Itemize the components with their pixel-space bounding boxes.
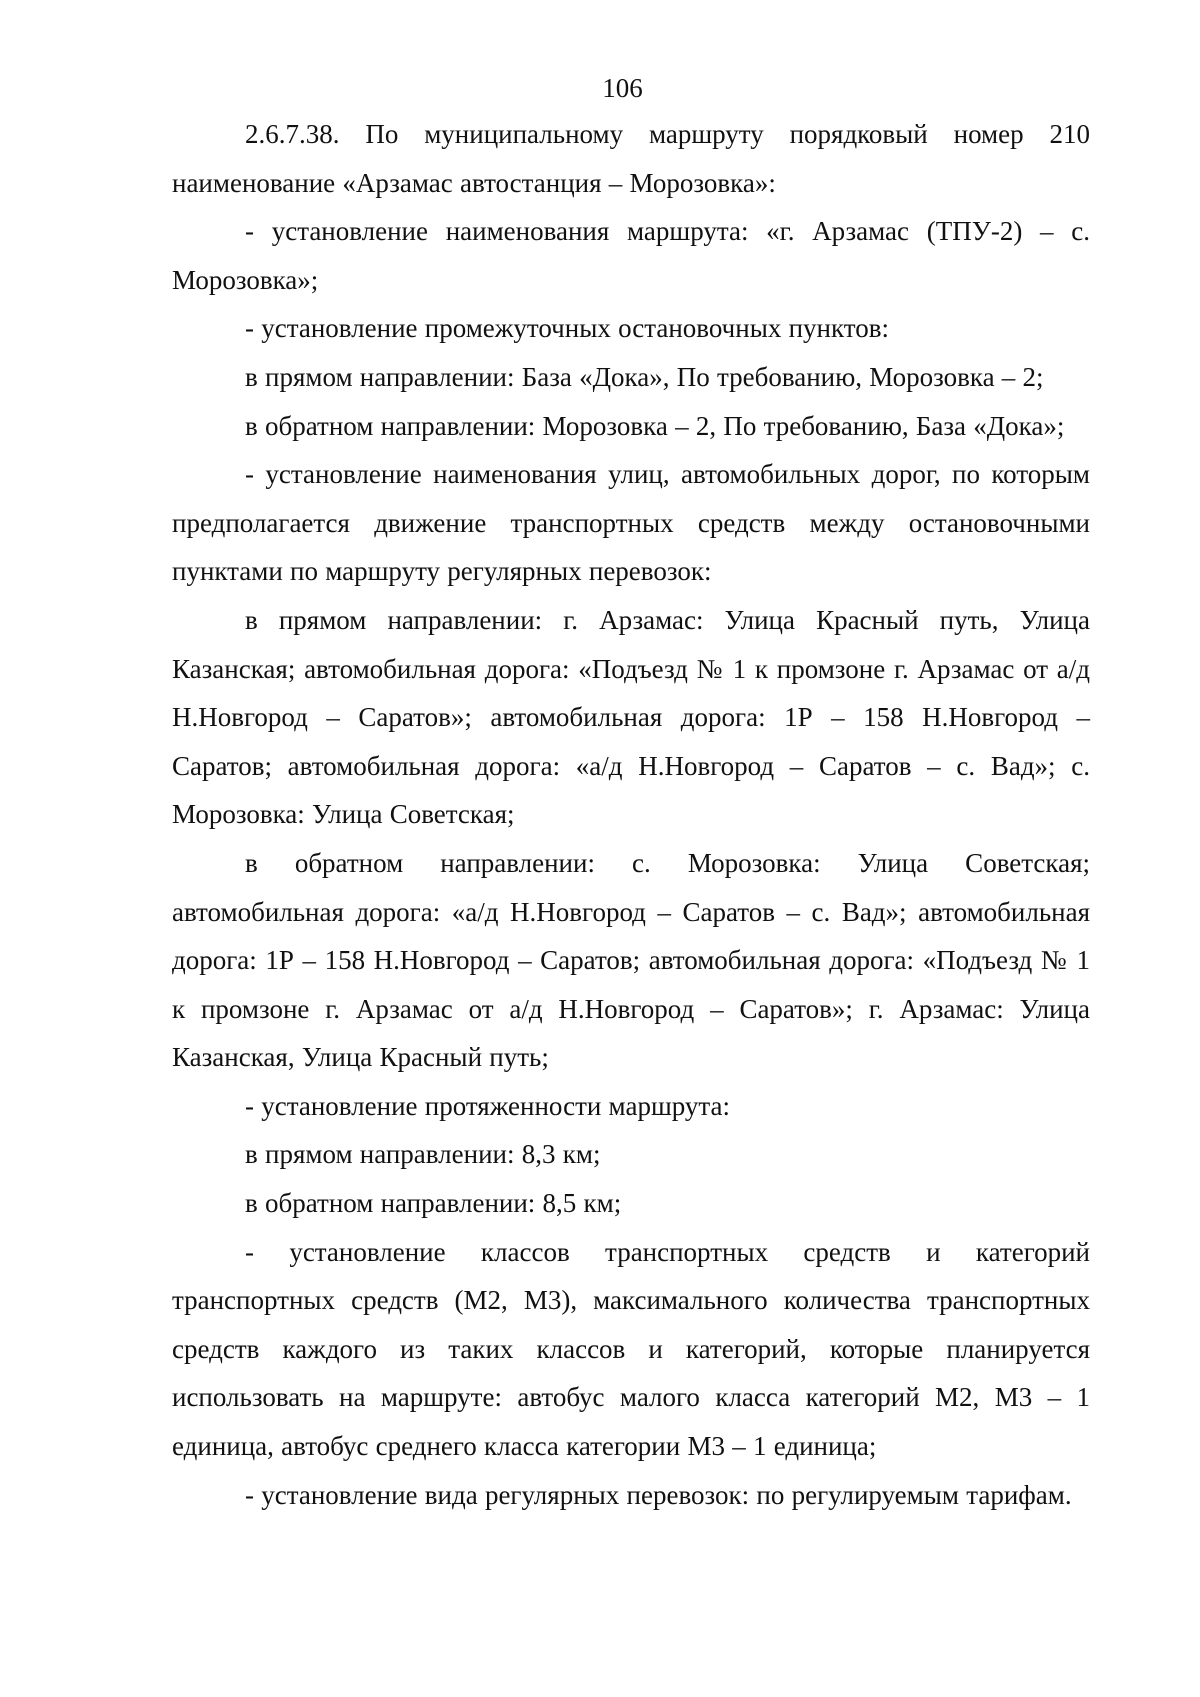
paragraph-streets-backward: в обратном направлении: с. Морозовка: Улица Советская; автомобильная дорога: «а/д Н.Новгород – Саратов – с. Вад»; автомобильная дорога: 1Р – 158 Н.Новгород – Саратов; автомобильная дорога: «Подъезд № 1 к промзоне г. Арзамас от а/д Н.Новгород – Саратов»; г. Арзамас: Улица Казанская, Улица Красный путь; — [172, 847, 1090, 1073]
paragraph-vehicle-classes: - установление классов транспортных средств и категорий транспортных средств (М2, М3), максимального количества транспортных средств каждого из таких классов и категорий, которые планируется использовать на маршруте: автобус малого класса категорий М2, М3 – 1 единица, автобус среднего класса категории М3 – 1 единица; — [172, 1236, 1090, 1462]
paragraph-transport-type: - установление вида регулярных перевозок: по регулируемым тарифам. — [245, 1479, 1072, 1510]
paragraph-length-backward: в обратном направлении: 8,5 км; — [245, 1188, 622, 1219]
page-number: 106 — [602, 73, 643, 103]
paragraph-route-length: - установление протяженности маршрута: — [245, 1090, 730, 1121]
paragraph-route-heading: 2.6.7.38. По муниципальному маршруту порядковый номер 210 наименование «Арзамас автостанция – Морозовка»: — [172, 119, 1090, 198]
paragraph-route-name: - установление наименования маршрута: «г. Арзамас (ТПУ-2) – с. Морозовка»; — [172, 216, 1090, 295]
document-body — [172, 110, 1090, 1519]
paragraph-streets-roads: - установление наименования улиц, автомобильных дорог, по которым предполагается движение транспортных средств между остановочными пунктами по маршруту регулярных перевозок: — [172, 459, 1090, 587]
paragraph-intermediate-stops: - установление промежуточных остановочных пунктов: — [245, 313, 889, 344]
paragraph-streets-forward: в прямом направлении: г. Арзамас: Улица Красный путь, Улица Казанская; автомобильная дорога: «Подъезд № 1 к промзоне г. Арзамас от а/д Н.Новгород – Саратов»; автомобильная дорога: 1Р – 158 Н.Новгород – Саратов; автомобильная дорога: «а/д Н.Новгород – Саратов – с. Вад»; с. Морозовка: Улица Советская; — [172, 604, 1090, 830]
paragraph-length-forward: в прямом направлении: 8,3 км; — [245, 1139, 601, 1170]
paragraph-stops-forward: в прямом направлении: База «Дока», По требованию, Морозовка – 2; — [245, 361, 1044, 392]
paragraph-stops-backward: в обратном направлении: Морозовка – 2, По требованию, База «Дока»; — [245, 410, 1065, 441]
